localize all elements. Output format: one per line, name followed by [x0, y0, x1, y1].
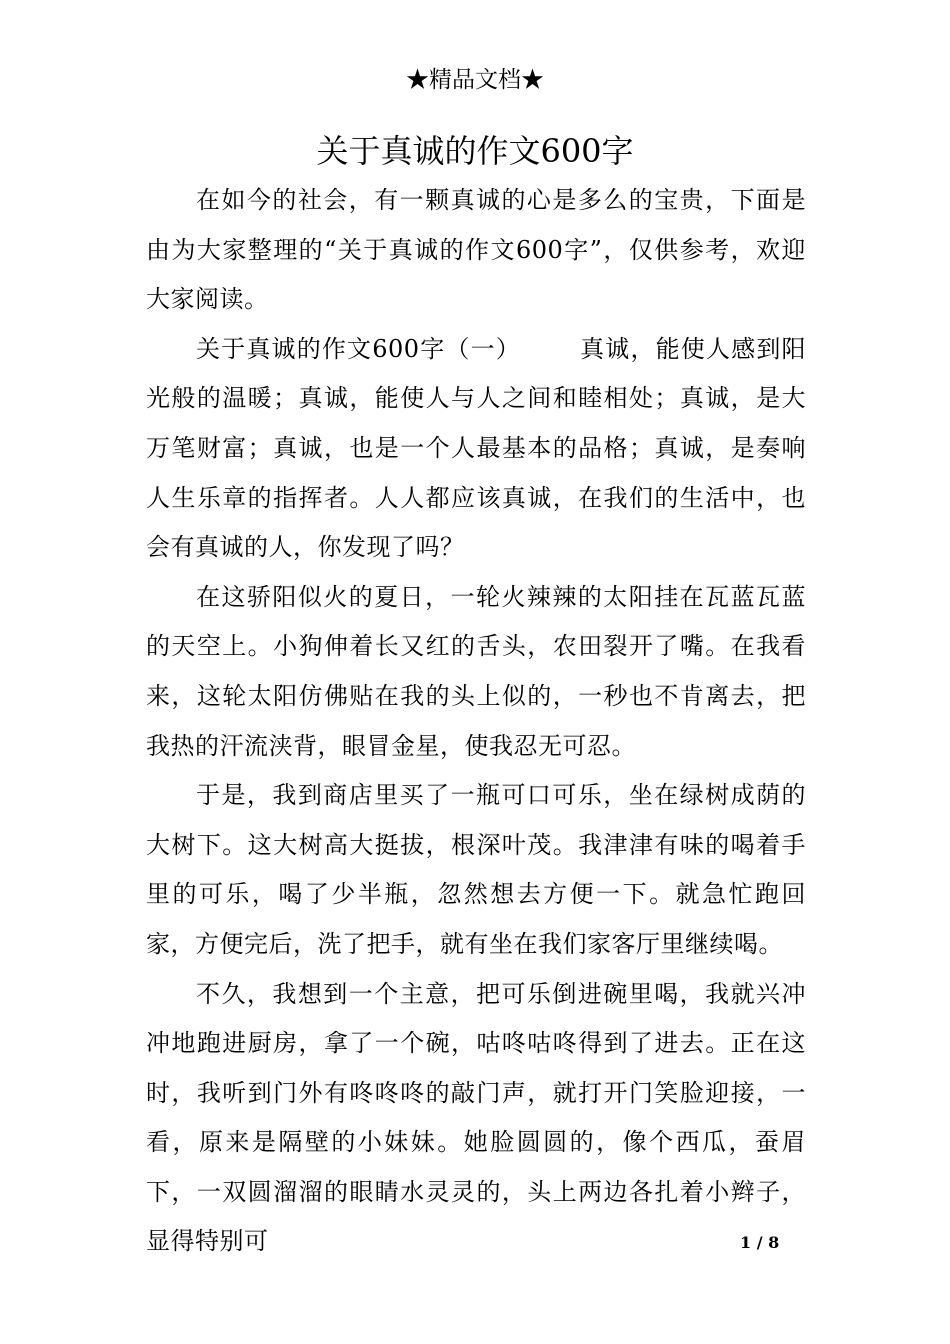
- paragraph-intro: 在如今的社会，有一颗真诚的心是多么的宝贵，下面是由为大家整理的“关于真诚的作文600字”，仅供参考，欢迎大家阅读。: [146, 186, 806, 314]
- paragraph-knock-door: 不久，我想到一个主意，把可乐倒进碗里喝，我就兴冲冲地跑进厨房，拿了一个碗，咕咚咕咚得到了进去。正在这时，我听到门外有咚咚咚的敲门声，就打开门笑脸迎接，一看，原来是隔壁的小妹妹。她脸圆圆的，像个西瓜，蚕眉下，一双圆溜溜的眼睛水灵灵的，头上两边各扎着小辫子，显得特别可: [146, 979, 806, 1256]
- paragraph-buy-cola: 于是，我到商店里买了一瓶可口可乐，坐在绿树成荫的大树下。这大树高大挺拔，根深叶茂。我津津有味的喝着手里的可乐，喝了少半瓶，忽然想去方便一下。就急忙跑回家，方便完后，洗了把手，就有坐在我们家客厅里继续喝。: [146, 781, 806, 958]
- paragraph-essay-one-opening: 关于真诚的作文600字（一） 真诚，能使人感到阳光般的温暖；真诚，能使人与人之间和睦相处；真诚，是大万笔财富；真诚，也是一个人最基本的品格；真诚，是奏响人生乐章的指挥者。人人都应该真诚，在我们的生活中，也会有真诚的人，你发现了吗？: [146, 334, 806, 562]
- document-header: ★精品文档★: [406, 67, 544, 93]
- page-number: 1 / 8: [740, 1233, 780, 1252]
- paragraph-summer-day: 在这骄阳似火的夏日，一轮火辣辣的太阳挂在瓦蓝瓦蓝的天空上。小狗伸着长又红的舌头，农田裂开了嘴。在我看来，这轮太阳仿佛贴在我的头上似的，一秒也不肯离去，把我热的汗流浃背，眼冒金星，使我忍无可忍。: [146, 582, 806, 760]
- document-body: [146, 176, 806, 1267]
- document-title: 关于真诚的作文600字: [316, 132, 634, 170]
